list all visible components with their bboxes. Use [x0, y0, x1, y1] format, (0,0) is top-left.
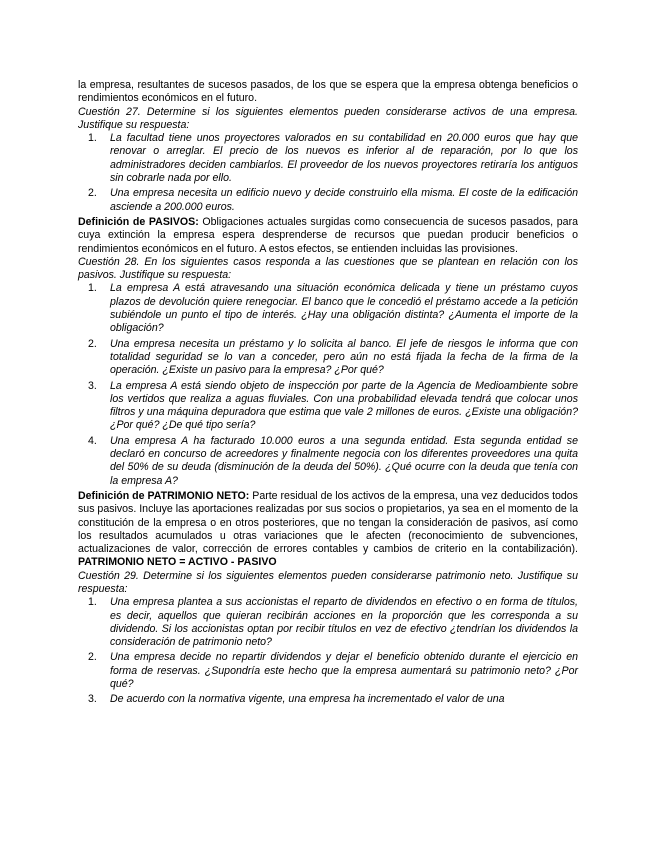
- intro-paragraph: la empresa, resultantes de sucesos pasados, de los que se espera que la empresa obtenga beneficios o rendimientos económicos en el futuro.: [78, 79, 578, 105]
- list-item: [88, 337, 578, 378]
- document-page: [78, 79, 578, 709]
- item-text: De acuerdo con la normativa vigente, una empresa ha incrementado el valor de una: [110, 693, 505, 706]
- question-27-title: Cuestión 27. Determine si los siguientes elementos pueden considerarse activos de una empresa. Justifique su respuesta:: [78, 105, 578, 131]
- item-text: Una empresa A ha facturado 10.000 euros a una segunda entidad. Esta segunda entidad se declaró en concurso de acreedores y finalmente negocia con los diferentes proveedores una quita del 50% de su deuda (disminución de la deuda del 50%). ¿Qué ocurre con la deuda que tenía con la empresa A?: [110, 434, 578, 487]
- item-text: Una empresa necesita un préstamo y lo solicita al banco. El jefe de riesgos le informa que con totalidad seguridad se lo van a conceder, pero aún no está fijada la fecha de la firma de la operación. ¿Existe un pasivo para la empresa? ¿Por qué?: [110, 337, 578, 377]
- definition-label: Definición de PATRIMONIO NETO:: [78, 489, 250, 502]
- list-item: [88, 651, 578, 691]
- definition-formula: PATRIMONIO NETO = ACTIVO - PASIVO: [78, 556, 277, 569]
- list-item: [88, 596, 578, 649]
- question-28-title: Cuestión 28. En los siguientes casos responda a las cuestiones que se plantean en relación con los pasivos. Justifique su respuesta:: [78, 255, 578, 282]
- question-29-title: Cuestión 29. Determine si los siguientes elementos pueden considerarse patrimonio neto. Justifique su respuesta:: [78, 569, 578, 595]
- question-28-list: [78, 282, 578, 487]
- item-number: 3.: [88, 379, 97, 392]
- item-text: La facultad tiene unos proyectores valorados en su contabilidad en 20.000 euros que hay que renovar o arreglar. El precio de los nuevos es inferior al de reparación, por lo que los administradores deciden cambiarlos. El proveedor de los nuevos proyectores retiraría los antiguos sin cobrarle nada por ello.: [110, 132, 578, 185]
- definition-text: Obligaciones actuales surgidas como consecuencia de sucesos pasados, para cuya extinción la empresa espera desprenderse de recursos que puedan producir beneficios o rendimientos económicos en el futuro. A estos efectos, se entienden incluidas las provisiones.: [78, 215, 578, 255]
- question-29-list: [78, 596, 578, 706]
- definition-label: Definición de PASIVOS:: [78, 215, 199, 228]
- list-item: [88, 379, 578, 433]
- item-number: 2.: [88, 651, 97, 664]
- list-item: [88, 282, 578, 335]
- list-item: [88, 434, 578, 488]
- item-number: 2.: [88, 337, 97, 350]
- item-number: 1.: [88, 282, 97, 295]
- list-item: [88, 187, 578, 214]
- question-27-list: [78, 132, 578, 214]
- item-number: 3.: [88, 693, 97, 706]
- item-text: La empresa A está atravesando una situación económica delicada y tiene un préstamo cuyos plazos de devolución quiere renegociar. El banco que le concedió el préstamo accede a la petición subiéndole un punto el tipo de interés. ¿Hay una obligación distinta? ¿Aumenta el importe de la obligación?: [110, 282, 578, 335]
- definition-patrimonio-neto: [78, 490, 578, 570]
- definition-pasivos: [78, 216, 578, 256]
- item-text: Una empresa decide no repartir dividendos y dejar el beneficio obtenido durante el ejercicio en forma de reservas. ¿Supondría este hecho que la empresa aumentará su patrimonio neto? ¿Por qué?: [110, 651, 578, 691]
- definition-text: Parte residual de los activos de la empresa, una vez deducidos todos sus pasivos. Incluye las aportaciones realizadas por sus socios o propietarios, ya sea en el momento de la constitución de la empresa o en otros posteriores, que no tengan la consideración de pasivos, así como los resultados acumulados u otras variaciones que le afecten (reconocimiento de subvenciones, actualizaciones de valor, corrección de errores contables y cambios de criterio en la contabilización).: [78, 489, 578, 556]
- item-number: 1.: [88, 132, 97, 145]
- item-number: 1.: [88, 596, 97, 609]
- list-item: [88, 693, 578, 706]
- item-text: Una empresa necesita un edificio nuevo y decide construirlo ella misma. El coste de la edificación asciende a 200.000 euros.: [110, 187, 578, 213]
- item-text: La empresa A está siendo objeto de inspección por parte de la Agencia de Medioambiente sobre los vertidos que realiza a aguas fluviales. Con una probabilidad elevada tendrá que colocar unos filtros y una máquina depuradora que estima que vale 2 millones de euros. ¿Existe una obligación? ¿Por qué? ¿De qué tipo sería?: [110, 379, 578, 432]
- item-text: Una empresa plantea a sus accionistas el reparto de dividendos en efectivo o en forma de títulos, es decir, aquellos que quieran recibirán acciones en la proporción que les corresponda a su dividendo. Si los accionistas optan por recibir títulos en vez de efectivo ¿tendrían los dividendos la consideración de patrimonio neto?: [110, 596, 578, 649]
- item-number: 2.: [88, 187, 97, 200]
- list-item: [88, 132, 578, 185]
- item-number: 4.: [88, 434, 97, 447]
